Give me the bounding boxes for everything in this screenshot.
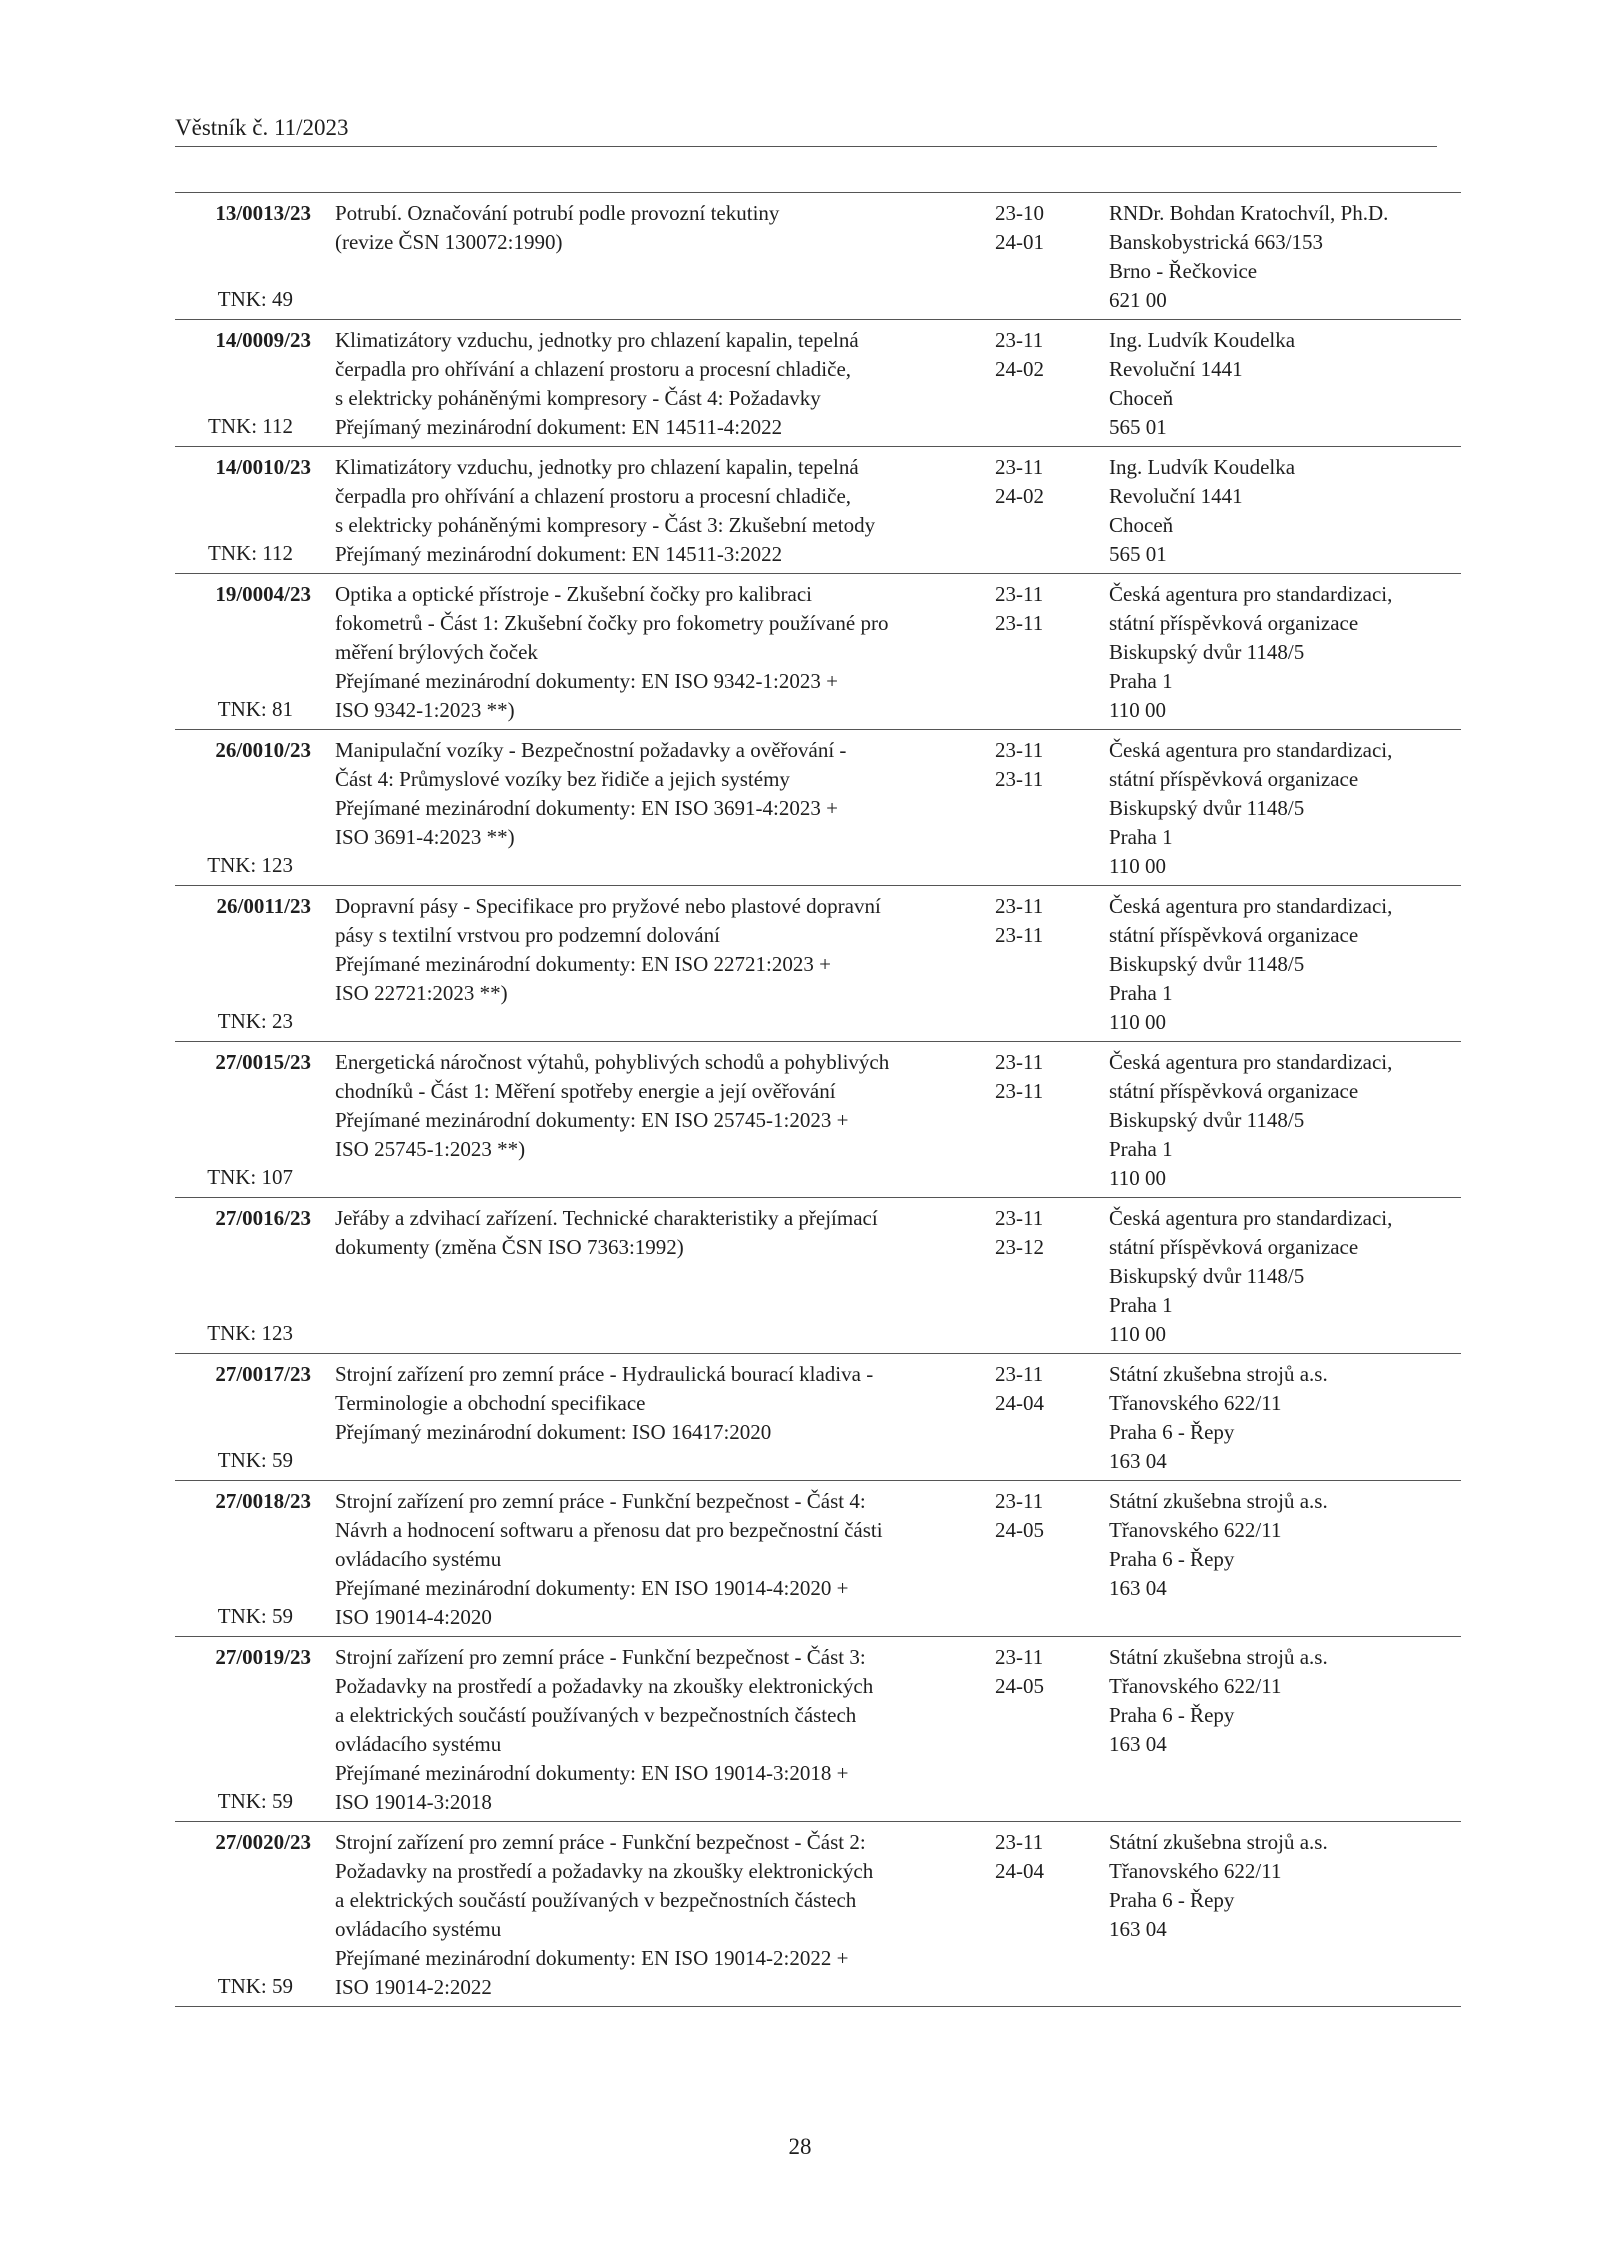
tnk-label: TNK: 59 xyxy=(217,1974,293,1998)
row-id-cell xyxy=(175,320,311,447)
row-dates-cell xyxy=(995,730,1109,886)
contact-line: Státní zkušebna strojů a.s. xyxy=(1109,1645,1328,1669)
contact-line: Česká agentura pro standardizaci, xyxy=(1109,738,1393,762)
tnk-label: TNK: 59 xyxy=(217,1604,293,1628)
date-line: 23-11 xyxy=(995,1362,1044,1386)
row-id-cell xyxy=(175,1637,311,1822)
contact-line: Biskupský dvůr 1148/5 xyxy=(1109,952,1305,976)
contact-line: Česká agentura pro standardizaci, xyxy=(1109,1050,1393,1074)
row-id-wrap xyxy=(175,1487,311,1631)
date-line: 23-11 xyxy=(995,611,1044,635)
row-id-cell xyxy=(175,730,311,886)
contact-line: 110 00 xyxy=(1109,854,1166,878)
document-number: 27/0016/23 xyxy=(215,1206,311,1230)
title-line: ISO 9342-1:2023 **) xyxy=(335,698,515,722)
row-contact-cell xyxy=(1109,1198,1461,1354)
contact-line: 110 00 xyxy=(1109,1010,1166,1034)
date-line: 24-05 xyxy=(995,1674,1044,1698)
date-line: 23-11 xyxy=(995,738,1044,762)
title-line: Strojní zařízení pro zemní práce - Funkční bezpečnost - Část 4: xyxy=(335,1489,866,1513)
row-id-cell xyxy=(175,1198,311,1354)
date-line: 24-05 xyxy=(995,1518,1044,1542)
row-title-cell xyxy=(311,1481,995,1637)
row-dates-cell xyxy=(995,1042,1109,1198)
row-title-cell xyxy=(311,320,995,447)
row-dates-cell xyxy=(995,1822,1109,2007)
row-id-cell xyxy=(175,193,311,320)
tnk-label: TNK: 59 xyxy=(217,1789,293,1813)
title-line: a elektrických součástí používaných v bezpečnostních částech xyxy=(335,1703,857,1727)
title-line: Přejímané mezinárodní dokumenty: EN ISO 3691-4:2023 + xyxy=(335,796,838,820)
title-line: s elektricky poháněnými kompresory - Část 4: Požadavky xyxy=(335,386,821,410)
title-line: Klimatizátory vzduchu, jednotky pro chlazení kapalin, tepelná xyxy=(335,455,859,479)
standards-table xyxy=(175,192,1461,2007)
table-row xyxy=(175,1198,1461,1354)
row-id-wrap xyxy=(175,736,311,880)
contact-line: Biskupský dvůr 1148/5 xyxy=(1109,1108,1305,1132)
date-line: 23-12 xyxy=(995,1235,1044,1259)
row-dates-cell xyxy=(995,574,1109,730)
table-row xyxy=(175,730,1461,886)
document-number: 27/0015/23 xyxy=(215,1050,311,1074)
tnk-label: TNK: 81 xyxy=(217,697,293,721)
contact-line: státní příspěvková organizace xyxy=(1109,1235,1359,1259)
row-id-wrap xyxy=(175,326,311,441)
contact-line: státní příspěvková organizace xyxy=(1109,767,1359,791)
title-line: ovládacího systému xyxy=(335,1732,502,1756)
contact-line: RNDr. Bohdan Kratochvíl, Ph.D. xyxy=(1109,201,1389,225)
date-line: 23-11 xyxy=(995,1489,1044,1513)
row-id-cell xyxy=(175,1481,311,1637)
row-contact-cell xyxy=(1109,1822,1461,2007)
title-line: Jeřáby a zdvihací zařízení. Technické charakteristiky a přejímací xyxy=(335,1206,878,1230)
document-number: 27/0017/23 xyxy=(215,1362,311,1386)
table-row xyxy=(175,193,1461,320)
contact-line: Revoluční 1441 xyxy=(1109,484,1243,508)
date-line: 24-02 xyxy=(995,357,1044,381)
contact-line: 163 04 xyxy=(1109,1732,1167,1756)
row-contact-cell xyxy=(1109,1354,1461,1481)
title-line: ISO 3691-4:2023 **) xyxy=(335,825,515,849)
title-line: Přejímané mezinárodní dokumenty: EN ISO 19014-4:2020 + xyxy=(335,1576,849,1600)
table-row xyxy=(175,447,1461,574)
contact-line: 565 01 xyxy=(1109,542,1167,566)
title-line: Dopravní pásy - Specifikace pro pryžové nebo plastové dopravní xyxy=(335,894,881,918)
row-dates-cell xyxy=(995,1481,1109,1637)
date-line: 23-11 xyxy=(995,1830,1044,1854)
document-number: 13/0013/23 xyxy=(215,201,311,225)
contact-line: státní příspěvková organizace xyxy=(1109,611,1359,635)
contact-line: Státní zkušebna strojů a.s. xyxy=(1109,1489,1328,1513)
row-title-cell xyxy=(311,1822,995,2007)
row-contact-cell xyxy=(1109,730,1461,886)
contact-line: Choceň xyxy=(1109,386,1174,410)
title-line: Energetická náročnost výtahů, pohyblivých schodů a pohyblivých xyxy=(335,1050,890,1074)
title-line: a elektrických součástí používaných v bezpečnostních částech xyxy=(335,1888,857,1912)
title-line: Přejímané mezinárodní dokumenty: EN ISO 9342-1:2023 + xyxy=(335,669,838,693)
table-row xyxy=(175,1042,1461,1198)
title-line: ISO 19014-4:2020 xyxy=(335,1605,492,1629)
contact-line: 163 04 xyxy=(1109,1449,1167,1473)
row-contact-cell xyxy=(1109,1481,1461,1637)
contact-line: Třanovského 622/11 xyxy=(1109,1518,1282,1542)
date-line: 23-11 xyxy=(995,1050,1044,1074)
table-row xyxy=(175,1822,1461,2007)
date-line: 23-11 xyxy=(995,894,1044,918)
date-line: 23-11 xyxy=(995,1206,1044,1230)
contact-line: Brno - Řečkovice xyxy=(1109,259,1258,283)
standards-table-body xyxy=(175,193,1461,2007)
title-line: chodníků - Část 1: Měření spotřeby energie a její ověřování xyxy=(335,1079,836,1103)
document-number: 27/0018/23 xyxy=(215,1489,311,1513)
row-id-cell xyxy=(175,447,311,574)
tnk-label: TNK: 112 xyxy=(208,414,293,438)
contact-line: Praha 1 xyxy=(1109,981,1173,1005)
contact-line: Biskupský dvůr 1148/5 xyxy=(1109,640,1305,664)
contact-line: Banskobystrická 663/153 xyxy=(1109,230,1324,254)
table-row xyxy=(175,320,1461,447)
table-row xyxy=(175,574,1461,730)
tnk-label: TNK: 123 xyxy=(207,1321,293,1345)
date-line: 24-01 xyxy=(995,230,1044,254)
contact-line: Praha 1 xyxy=(1109,1293,1173,1317)
date-line: 23-11 xyxy=(995,328,1044,352)
row-title-cell xyxy=(311,1637,995,1822)
title-line: ovládacího systému xyxy=(335,1917,502,1941)
row-id-wrap xyxy=(175,1204,311,1348)
tnk-label: TNK: 49 xyxy=(217,287,293,311)
row-id-cell xyxy=(175,574,311,730)
date-line: 24-04 xyxy=(995,1391,1044,1415)
row-contact-cell xyxy=(1109,886,1461,1042)
tnk-label: TNK: 59 xyxy=(217,1448,293,1472)
bulletin-title: Věstník č. 11/2023 xyxy=(175,115,349,140)
table-row xyxy=(175,1354,1461,1481)
row-dates-cell xyxy=(995,1198,1109,1354)
row-id-wrap xyxy=(175,1360,311,1475)
document-number: 26/0010/23 xyxy=(215,738,311,762)
document-number: 19/0004/23 xyxy=(215,582,311,606)
tnk-label: TNK: 112 xyxy=(208,541,293,565)
contact-line: Praha 1 xyxy=(1109,669,1173,693)
row-title-cell xyxy=(311,1198,995,1354)
title-line: ISO 25745-1:2023 **) xyxy=(335,1137,526,1161)
title-line: pásy s textilní vrstvou pro podzemní dolování xyxy=(335,923,720,947)
contact-line: Praha 6 - Řepy xyxy=(1109,1888,1235,1912)
contact-line: 163 04 xyxy=(1109,1576,1167,1600)
title-line: Přejímané mezinárodní dokumenty: EN ISO 19014-3:2018 + xyxy=(335,1761,849,1785)
contact-line: Praha 6 - Řepy xyxy=(1109,1420,1235,1444)
row-contact-cell xyxy=(1109,320,1461,447)
row-id-cell xyxy=(175,1354,311,1481)
contact-line: Třanovského 622/11 xyxy=(1109,1391,1282,1415)
contact-line: Třanovského 622/11 xyxy=(1109,1674,1282,1698)
title-line: Klimatizátory vzduchu, jednotky pro chlazení kapalin, tepelná xyxy=(335,328,859,352)
title-line: (revize ČSN 130072:1990) xyxy=(335,230,563,254)
contact-line: Revoluční 1441 xyxy=(1109,357,1243,381)
title-line: Přejímaný mezinárodní dokument: EN 14511-4:2022 xyxy=(335,415,783,439)
row-title-cell xyxy=(311,886,995,1042)
contact-line: Česká agentura pro standardizaci, xyxy=(1109,1206,1393,1230)
title-line: fokometrů - Část 1: Zkušební čočky pro fokometry používané pro xyxy=(335,611,889,635)
contact-line: Ing. Ludvík Koudelka xyxy=(1109,328,1296,352)
title-line: dokumenty (změna ČSN ISO 7363:1992) xyxy=(335,1235,684,1259)
row-dates-cell xyxy=(995,1354,1109,1481)
row-title-cell xyxy=(311,1354,995,1481)
contact-line: 110 00 xyxy=(1109,698,1166,722)
contact-line: Praha 1 xyxy=(1109,1137,1173,1161)
title-line: čerpadla pro ohřívání a chlazení prostoru a procesní chladiče, xyxy=(335,357,852,381)
date-line: 23-10 xyxy=(995,201,1044,225)
contact-line: Česká agentura pro standardizaci, xyxy=(1109,582,1393,606)
title-line: Část 4: Průmyslové vozíky bez řidiče a jejich systémy xyxy=(335,767,790,791)
title-line: Strojní zařízení pro zemní práce - Funkční bezpečnost - Část 3: xyxy=(335,1645,866,1669)
row-title-cell xyxy=(311,730,995,886)
tnk-label: TNK: 23 xyxy=(217,1009,293,1033)
title-line: měření brýlových čoček xyxy=(335,640,538,664)
table-row xyxy=(175,886,1461,1042)
date-line: 23-11 xyxy=(995,582,1044,606)
title-line: Potrubí. Označování potrubí podle provozní tekutiny xyxy=(335,201,780,225)
title-line: Přejímaný mezinárodní dokument: EN 14511-3:2022 xyxy=(335,542,783,566)
title-line: Optika a optické přístroje - Zkušební čočky pro kalibraci xyxy=(335,582,813,606)
row-contact-cell xyxy=(1109,574,1461,730)
title-line: ISO 19014-3:2018 xyxy=(335,1790,492,1814)
contact-line: Třanovského 622/11 xyxy=(1109,1859,1282,1883)
contact-line: 163 04 xyxy=(1109,1917,1167,1941)
contact-line: Státní zkušebna strojů a.s. xyxy=(1109,1830,1328,1854)
contact-line: 110 00 xyxy=(1109,1166,1166,1190)
row-id-cell xyxy=(175,1822,311,2007)
title-line: Přejímané mezinárodní dokumenty: EN ISO 19014-2:2022 + xyxy=(335,1946,849,1970)
contact-line: 565 01 xyxy=(1109,415,1167,439)
row-id-wrap xyxy=(175,1828,311,2001)
page-number: 28 xyxy=(788,2134,812,2159)
contact-line: Choceň xyxy=(1109,513,1174,537)
date-line: 23-11 xyxy=(995,1645,1044,1669)
date-line: 24-02 xyxy=(995,484,1044,508)
date-line: 23-11 xyxy=(995,767,1044,791)
contact-line: Státní zkušebna strojů a.s. xyxy=(1109,1362,1328,1386)
title-line: Strojní zařízení pro zemní práce - Funkční bezpečnost - Část 2: xyxy=(335,1830,866,1854)
title-line: ISO 19014-2:2022 xyxy=(335,1975,492,1999)
tnk-label: TNK: 107 xyxy=(207,1165,293,1189)
title-line: Strojní zařízení pro zemní práce - Hydraulická bourací kladiva - xyxy=(335,1362,874,1386)
title-line: čerpadla pro ohřívání a chlazení prostoru a procesní chladiče, xyxy=(335,484,852,508)
title-line: Požadavky na prostředí a požadavky na zkoušky elektronických xyxy=(335,1859,874,1883)
row-id-wrap xyxy=(175,892,311,1036)
title-line: Požadavky na prostředí a požadavky na zkoušky elektronických xyxy=(335,1674,874,1698)
row-dates-cell xyxy=(995,1637,1109,1822)
contact-line: Biskupský dvůr 1148/5 xyxy=(1109,1264,1305,1288)
row-contact-cell xyxy=(1109,193,1461,320)
title-line: Přejímané mezinárodní dokumenty: EN ISO 25745-1:2023 + xyxy=(335,1108,849,1132)
date-line: 23-11 xyxy=(995,1079,1044,1103)
contact-line: Praha 6 - Řepy xyxy=(1109,1703,1235,1727)
contact-line: 621 00 xyxy=(1109,288,1167,312)
title-line: ovládacího systému xyxy=(335,1547,502,1571)
document-number: 14/0010/23 xyxy=(215,455,311,479)
row-contact-cell xyxy=(1109,1042,1461,1198)
title-line: Návrh a hodnocení softwaru a přenosu dat pro bezpečnostní části xyxy=(335,1518,883,1542)
row-title-cell xyxy=(311,1042,995,1198)
contact-line: Praha 1 xyxy=(1109,825,1173,849)
table-row xyxy=(175,1637,1461,1822)
row-contact-cell xyxy=(1109,1637,1461,1822)
row-title-cell xyxy=(311,193,995,320)
tnk-label: TNK: 123 xyxy=(207,853,293,877)
row-dates-cell xyxy=(995,886,1109,1042)
contact-line: Ing. Ludvík Koudelka xyxy=(1109,455,1296,479)
row-title-cell xyxy=(311,447,995,574)
row-contact-cell xyxy=(1109,447,1461,574)
row-id-wrap xyxy=(175,580,311,724)
title-line: Přejímané mezinárodní dokumenty: EN ISO 22721:2023 + xyxy=(335,952,831,976)
row-id-wrap xyxy=(175,1643,311,1816)
document-number: 26/0011/23 xyxy=(216,894,311,918)
title-line: Terminologie a obchodní specifikace xyxy=(335,1391,646,1415)
document-number: 27/0019/23 xyxy=(215,1645,311,1669)
table-row xyxy=(175,1481,1461,1637)
row-id-cell xyxy=(175,1042,311,1198)
title-line: ISO 22721:2023 **) xyxy=(335,981,508,1005)
document-number: 14/0009/23 xyxy=(215,328,311,352)
contact-line: Česká agentura pro standardizaci, xyxy=(1109,894,1393,918)
title-line: Přejímaný mezinárodní dokument: ISO 16417:2020 xyxy=(335,1420,772,1444)
date-line: 24-04 xyxy=(995,1859,1044,1883)
contact-line: státní příspěvková organizace xyxy=(1109,1079,1359,1103)
title-line: s elektricky poháněnými kompresory - Část 3: Zkušební metody xyxy=(335,513,876,537)
date-line: 23-11 xyxy=(995,455,1044,479)
date-line: 23-11 xyxy=(995,923,1044,947)
row-id-wrap xyxy=(175,199,311,314)
row-id-cell xyxy=(175,886,311,1042)
page-header xyxy=(175,113,1437,147)
row-dates-cell xyxy=(995,447,1109,574)
title-line: Manipulační vozíky - Bezpečnostní požadavky a ověřování - xyxy=(335,738,847,762)
row-id-wrap xyxy=(175,453,311,568)
row-dates-cell xyxy=(995,320,1109,447)
contact-line: státní příspěvková organizace xyxy=(1109,923,1359,947)
contact-line: Praha 6 - Řepy xyxy=(1109,1547,1235,1571)
row-id-wrap xyxy=(175,1048,311,1192)
row-dates-cell xyxy=(995,193,1109,320)
contact-line: 110 00 xyxy=(1109,1322,1166,1346)
row-title-cell xyxy=(311,574,995,730)
document-number: 27/0020/23 xyxy=(215,1830,311,1854)
contact-line: Biskupský dvůr 1148/5 xyxy=(1109,796,1305,820)
